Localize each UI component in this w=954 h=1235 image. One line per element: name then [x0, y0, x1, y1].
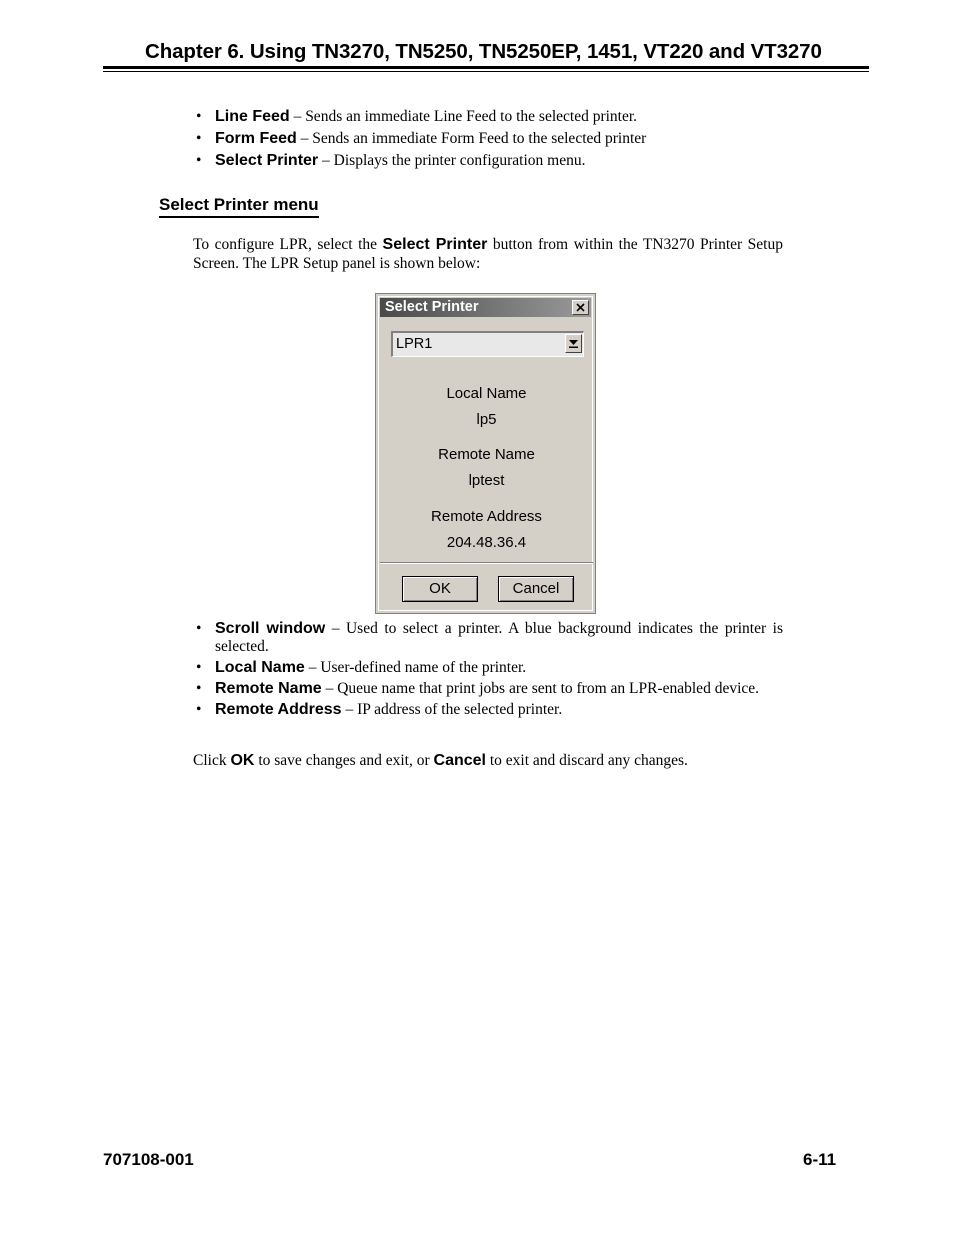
dialog-title: Select Printer: [385, 299, 479, 315]
dropdown-arrow-icon: [569, 340, 578, 348]
close-button[interactable]: [572, 300, 589, 315]
dialog-titlebar[interactable]: [380, 298, 591, 317]
selected-printer-value: LPR1: [396, 336, 433, 352]
closing-paragraph: Click OK to save changes and exit, or Cancel to exit and discard any changes.: [193, 752, 688, 769]
dialog-fields-list: [193, 620, 783, 722]
list-item: • Scroll window – Used to select a printer. A blue background indicates the printer is selected.: [193, 620, 783, 656]
dropdown-button[interactable]: [565, 334, 582, 353]
section-heading: Select Printer menu: [159, 195, 319, 218]
header-rule-thin: [103, 71, 869, 72]
ok-button[interactable]: OK: [402, 576, 478, 602]
close-icon: [576, 303, 585, 312]
header-rule-thick: [103, 66, 869, 69]
list-item: • Line Feed – Sends an immediate Line Feed to the selected printer.: [193, 108, 783, 126]
page-number: 6-11: [803, 1150, 837, 1169]
local-name-value: lp5: [476, 411, 497, 428]
printer-actions-list: [193, 108, 783, 174]
list-item: • Form Feed – Sends an immediate Form Feed to the selected printer: [193, 130, 783, 148]
remote-address-value: 204.48.36.4: [446, 534, 527, 551]
local-name-label: Local Name: [446, 385, 527, 402]
select-printer-dialog: [375, 293, 596, 614]
list-item: • Remote Address – IP address of the selected printer.: [193, 701, 783, 719]
remote-name-label: Remote Name: [438, 446, 535, 463]
remote-name-value: lptest: [468, 472, 505, 489]
list-item: • Local Name – User-defined name of the printer.: [193, 659, 783, 677]
list-item: • Remote Name – Queue name that print jobs are sent to from an LPR-enabled device.: [193, 680, 783, 698]
chapter-title: Chapter 6. Using TN3270, TN5250, TN5250EP, 1451, VT220 and VT3270: [145, 40, 822, 63]
document-number: 707108-001: [103, 1150, 194, 1169]
list-item: • Select Printer – Displays the printer configuration menu.: [193, 152, 783, 170]
cancel-button[interactable]: Cancel: [498, 576, 574, 602]
intro-paragraph: To configure LPR, select the Select Printer button from within the TN3270 Printer Setup Screen. The LPR Setup panel is shown below:: [193, 236, 783, 272]
printer-select[interactable]: [391, 331, 584, 357]
remote-address-label: Remote Address: [431, 508, 542, 525]
